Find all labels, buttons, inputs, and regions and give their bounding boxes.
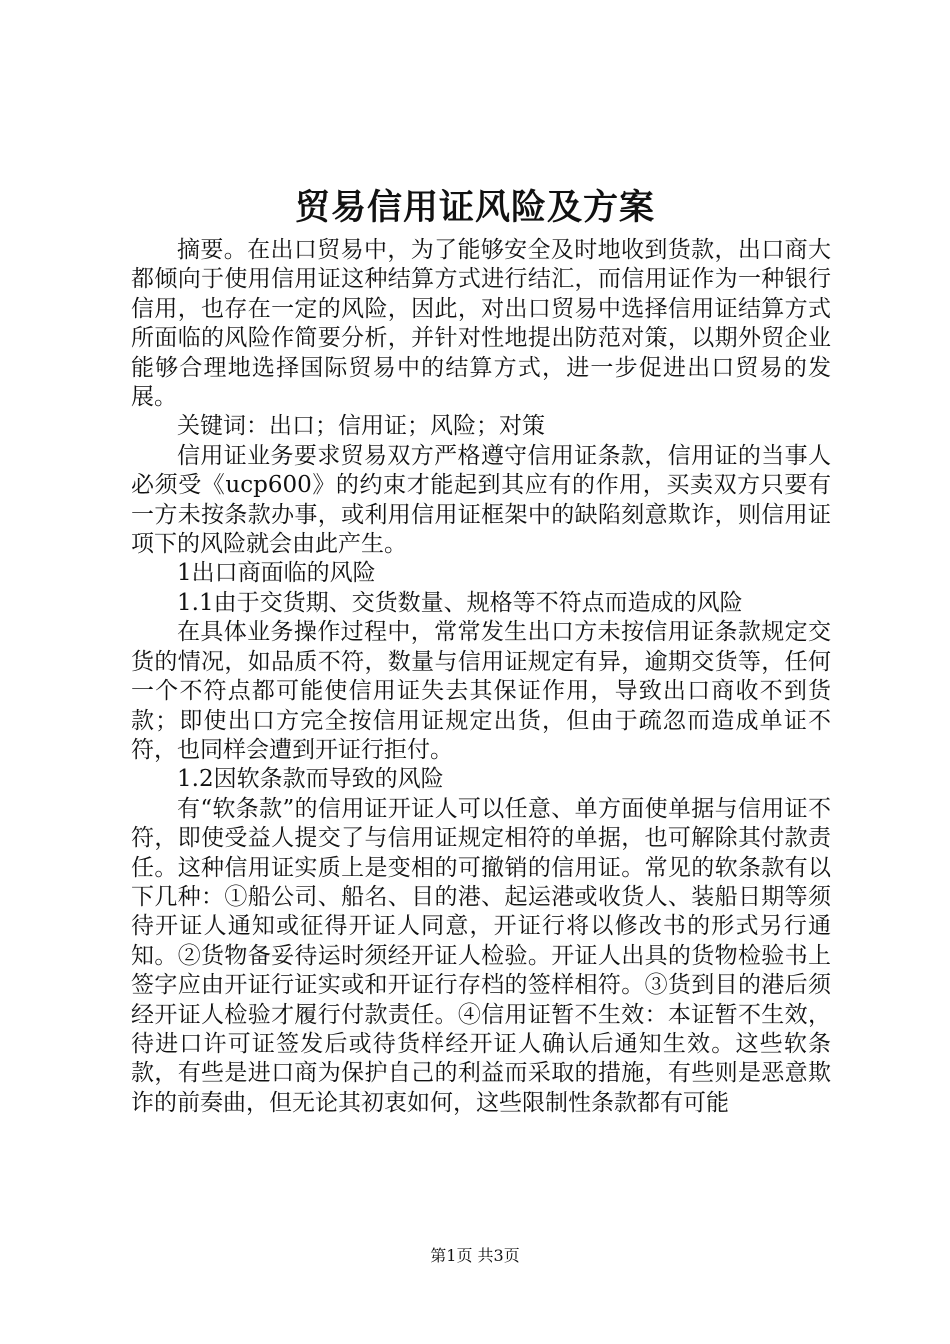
keywords-paragraph: 关键词：出口；信用证；风险；对策 [177,413,545,440]
subsection-heading: 1.2因软条款而导致的风险 [177,766,444,793]
body-paragraph: 在具体业务操作过程中，常常发生出口方未按信用证条款规定交货的情况，如品质不符，数量与信用证规定有异，逾期交货等，任何一个不符点都可能使信用证失去其保证作用，导致出口商收不到货款；即使出口方完全按信用证规定出货，但由于疏忽而造成单证不符，也同样会遭到开证行拒付。 [131,619,831,763]
intro-paragraph: 信用证业务要求贸易双方严格遵守信用证条款，信用证的当事人必须受《ucp600》的约束才能起到其应有的作用，买卖双方只要有一方未按条款办事，或利用信用证框架中的缺陷刻意欺诈，则信用证项下的风险就会由此产生。 [131,442,831,558]
document-title: 贸易信用证风险及方案 [294,187,655,228]
section-heading: 1出口商面临的风险 [177,560,376,587]
abstract-paragraph: 摘要。在出口贸易中，为了能够安全及时地收到货款，出口商大都倾向于使用信用证这种结算方式进行结汇，而信用证作为一种银行信用，也存在一定的风险，因此，对出口贸易中选择信用证结算方式所面临的风险作简要分析，并针对性地提出防范对策，以期外贸企业能够合理地选择国际贸易中的结算方式，进一步促进出口贸易的发展。 [131,237,831,411]
document-body [131,236,831,1118]
page-footer: 第1页 共3页 [430,1246,520,1265]
body-paragraph: 有“软条款”的信用证开证人可以任意、单方面使单据与信用证不符，即使受益人提交了与信用证规定相符的单据，也可解除其付款责任。这种信用证实质上是变相的可撤销的信用证。常见的软条款有以下几种：①船公司、船名、目的港、起运港或收货人、装船日期等须待开证人通知或征得开证人同意，开证行将以修改书的形式另行通知。②货物备妥待运时须经开证人检验。开证人出具的货物检验书上签字应由开证行证实或和开证行存档的签样相符。③货到目的港后须经开证人检验才履行付款责任。④信用证暂不生效：本证暂不生效，待进口许可证签发后或待货样经开证人确认后通知生效。这些软条款，有些是进口商为保护自己的利益而采取的措施，有些则是恶意欺诈的前奏曲，但无论其初衷如何，这些限制性条款都有可能 [131,795,831,1116]
subsection-heading: 1.1由于交货期、交货数量、规格等不符点而造成的风险 [177,589,743,616]
